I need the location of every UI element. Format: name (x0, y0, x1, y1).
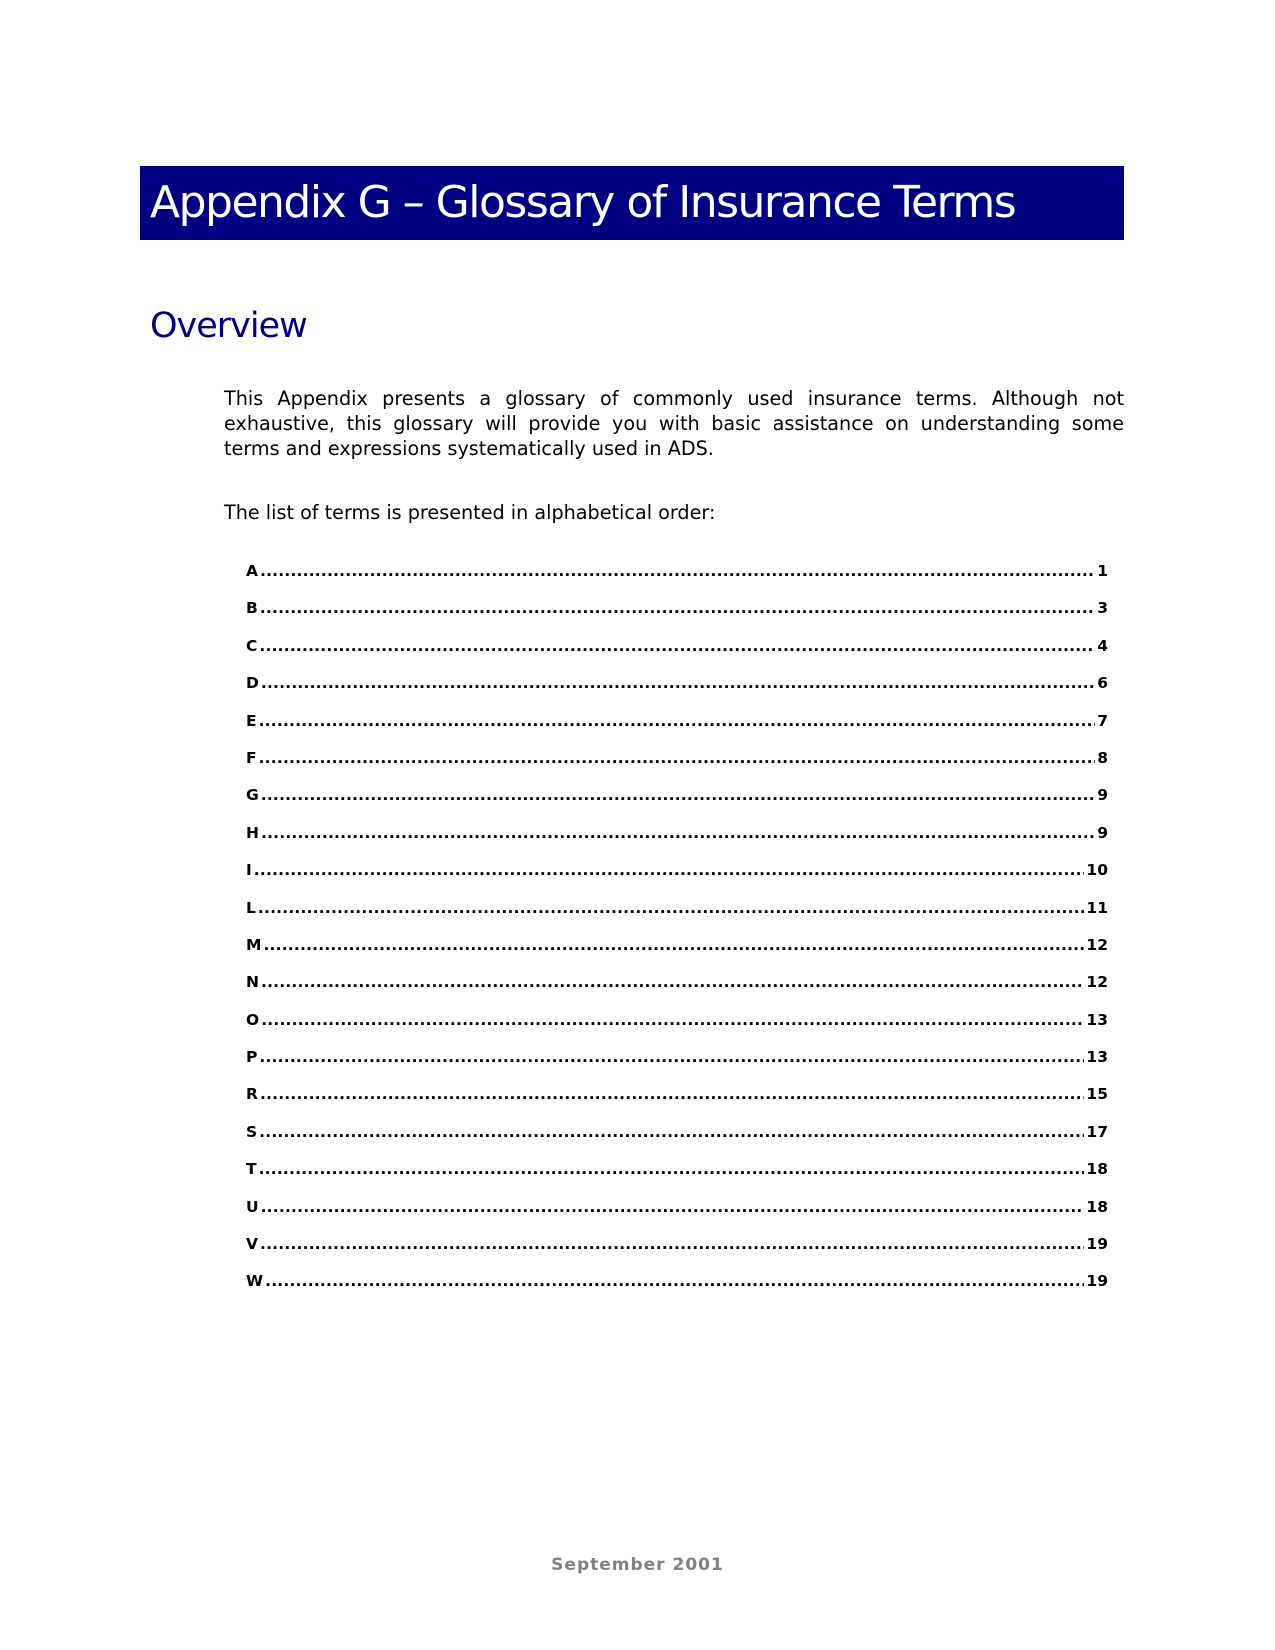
toc-letter: D (246, 674, 259, 693)
toc-entry[interactable] (246, 635, 1108, 672)
toc-leader-dots (260, 560, 1095, 582)
toc-page-number: 12 (1086, 973, 1108, 992)
toc-page-number: 6 (1097, 674, 1108, 693)
toc-letter: E (246, 711, 257, 730)
toc-page-number: 4 (1097, 636, 1108, 655)
toc-page-number: 8 (1097, 748, 1108, 767)
toc-page-number: 12 (1086, 935, 1108, 954)
toc-entry[interactable] (246, 784, 1108, 821)
toc-letter: G (246, 786, 259, 805)
section-heading-overview: Overview (150, 306, 307, 346)
toc-leader-dots (261, 822, 1095, 844)
toc-leader-dots (254, 859, 1085, 881)
toc-letter: F (246, 748, 257, 767)
toc-letter: W (246, 1272, 264, 1291)
title-banner (140, 166, 1124, 240)
toc-page-number: 13 (1086, 1010, 1108, 1029)
toc-letter: H (246, 823, 259, 842)
toc-leader-dots (261, 971, 1084, 993)
toc-leader-dots (259, 747, 1096, 769)
toc-entry[interactable] (246, 1083, 1108, 1120)
toc-entry[interactable] (246, 597, 1108, 634)
toc-entry[interactable] (246, 971, 1108, 1008)
toc-letter: I (246, 861, 252, 880)
toc-letter: A (246, 562, 258, 580)
toc-leader-dots (261, 1009, 1084, 1031)
page-title: Appendix G – Glossary of Insurance Terms (150, 177, 1016, 228)
toc-letter: V (246, 1235, 258, 1254)
toc-page-number: 19 (1086, 1272, 1108, 1291)
toc-page-number: 19 (1086, 1235, 1108, 1254)
page-footer-date: September 2001 (551, 1555, 724, 1575)
toc-leader-dots (259, 1121, 1084, 1143)
toc-leader-dots (259, 635, 1095, 657)
toc-page-number: 18 (1086, 1197, 1108, 1216)
toc-letter: M (246, 935, 262, 954)
toc-entry[interactable] (246, 1121, 1108, 1158)
toc-leader-dots (260, 1083, 1084, 1105)
toc-entry[interactable] (246, 934, 1108, 971)
toc-letter: U (246, 1197, 259, 1216)
toc-page-number: 13 (1086, 1048, 1108, 1067)
toc-letter: T (246, 1160, 257, 1179)
toc-leader-dots (260, 597, 1095, 619)
toc-letter: N (246, 973, 259, 992)
toc-leader-dots (261, 672, 1095, 694)
toc-letter: P (246, 1048, 258, 1067)
toc-entry[interactable] (246, 859, 1108, 896)
toc-entry[interactable] (246, 710, 1108, 747)
toc-letter: O (246, 1010, 260, 1029)
toc-leader-dots (258, 897, 1085, 919)
toc-letter: S (246, 1122, 258, 1141)
toc-leader-dots (260, 1233, 1084, 1255)
toc-entry[interactable] (246, 1196, 1108, 1233)
toc-entry[interactable] (246, 897, 1108, 934)
toc-entry[interactable] (246, 672, 1108, 709)
toc-letter: L (246, 898, 256, 917)
toc-leader-dots (259, 710, 1096, 732)
toc-entry[interactable] (246, 1233, 1108, 1270)
toc-leader-dots (261, 784, 1095, 806)
toc-leader-dots (259, 1158, 1085, 1180)
toc-page-number: 9 (1097, 786, 1108, 805)
toc-entry[interactable] (246, 560, 1108, 597)
toc-page-number: 9 (1097, 823, 1108, 842)
toc-entry[interactable] (246, 822, 1108, 859)
toc-leader-dots (259, 1046, 1084, 1068)
toc-entry[interactable] (246, 747, 1108, 784)
toc-page-number: 11 (1086, 898, 1108, 917)
toc-entry[interactable] (246, 1009, 1108, 1046)
toc-page-number: 15 (1086, 1085, 1108, 1104)
toc-page-number: 17 (1086, 1122, 1108, 1141)
toc-page-number: 3 (1097, 599, 1108, 618)
toc-entry[interactable] (246, 1158, 1108, 1195)
toc-leader-dots (265, 1270, 1084, 1292)
toc-leader-dots (261, 1196, 1085, 1218)
intro-paragraph: This Appendix presents a glossary of commonly used insurance terms. Although not exhaustive, this glossary will provide you with basic assistance on understanding some terms and expressions systematically used in ADS. (224, 387, 1124, 460)
toc-page-number: 7 (1097, 711, 1108, 730)
toc-leader-dots (263, 934, 1084, 956)
toc-page-number: 18 (1086, 1160, 1108, 1179)
toc-letter: C (246, 636, 258, 655)
toc-page-number: 10 (1086, 861, 1108, 880)
toc-entry[interactable] (246, 1046, 1108, 1083)
list-intro-text: The list of terms is presented in alphabetical order: (224, 501, 716, 524)
toc-letter: R (246, 1085, 258, 1104)
toc-page-number: 1 (1097, 562, 1108, 580)
table-of-contents (246, 560, 1108, 1308)
toc-entry[interactable] (246, 1270, 1108, 1307)
toc-letter: B (246, 599, 258, 618)
